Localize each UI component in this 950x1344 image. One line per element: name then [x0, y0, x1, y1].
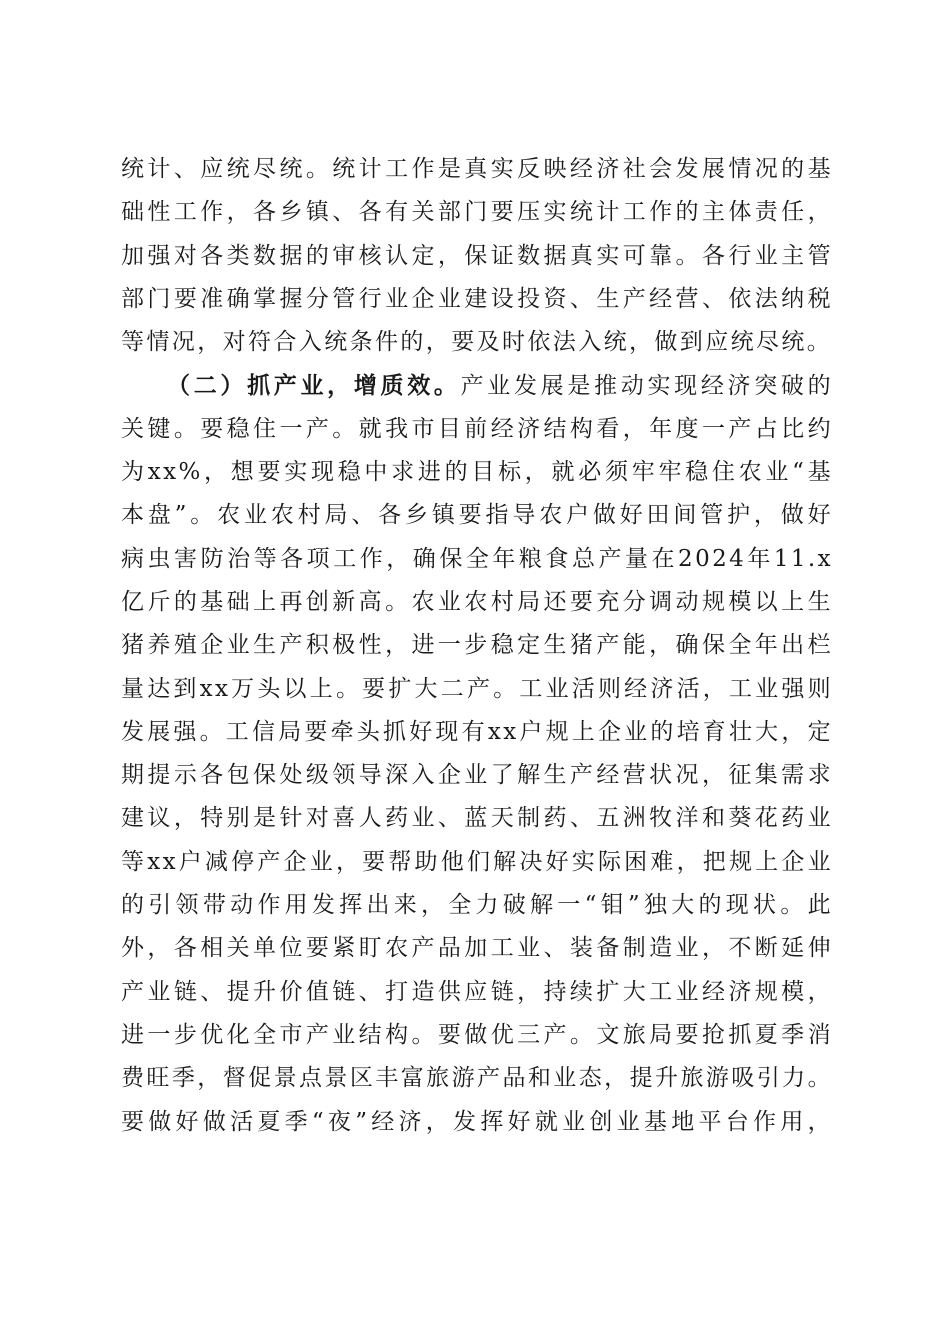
section-heading-line [121, 364, 833, 407]
text-line: 的引领带动作用发挥出来，全力破解一“钼”独大的现状。此 [121, 892, 833, 919]
text-line: 猪养殖企业生产积极性，进一步稳定生猪产能，确保全年出栏 [121, 632, 833, 659]
text-line: 本盘”。农业农村局、各乡镇要指导农户做好田间管护，做好 [121, 502, 833, 529]
text-line: 病虫害防治等各项工作，确保全年粮食总产量在2024年11.x [121, 545, 833, 572]
text-line: 等情况，对符合入统条件的，要及时依法入统，做到应统尽统。 [121, 329, 833, 356]
text-line: 发展强。工信局要牵头抓好现有xx户规上企业的培育壮大，定 [121, 718, 833, 745]
text-line: 础性工作，各乡镇、各有关部门要压实统计工作的主体责任， [121, 199, 833, 226]
text-line: 进一步优化全市产业结构。要做优三产。文旅局要抢抓夏季消 [121, 1021, 833, 1048]
text-line: 统计、应统尽统。统计工作是真实反映经济社会发展情况的基 [121, 156, 833, 182]
text-line: 建议，特别是针对喜人药业、蓝天制药、五洲牧洋和葵花药业 [121, 805, 833, 832]
text-line: 要做好做活夏季“夜”经济，发挥好就业创业基地平台作用， [121, 1108, 833, 1135]
body-text [121, 148, 833, 1144]
text-line: 加强对各类数据的审核认定，保证数据真实可靠。各行业主管 [121, 242, 833, 269]
text-line: 亿斤的基础上再创新高。农业农村局还要充分调动规模以上生 [121, 588, 833, 615]
text-line: 费旺季，督促景点景区丰富旅游产品和业态，提升旅游吸引力。 [121, 1065, 833, 1092]
text-line: 产业链、提升价值链、打造供应链，持续扩大工业经济规模， [121, 978, 833, 1005]
section-heading: （二）抓产业，增质效。 [167, 372, 461, 400]
text-line: 部门要准确掌握分管行业企业建设投资、生产经营、依法纳税 [121, 285, 833, 312]
text-line: 关键。要稳住一产。就我市目前经济结构看，年度一产占比约 [121, 415, 833, 442]
text-line: 等xx户减停产企业，要帮助他们解决好实际困难，把规上企业 [121, 848, 833, 875]
text-line: 外，各相关单位要紧盯农产品加工业、装备制造业，不断延伸 [121, 935, 833, 962]
text-line: 期提示各包保处级领导深入企业了解生产经营状况，征集需求 [121, 762, 833, 789]
text-line: 量达到xx万头以上。要扩大二产。工业活则经济活，工业强则 [121, 675, 833, 702]
section-heading-text: 产业发展是推动实现经济突破的 [460, 373, 833, 400]
text-line: 为xx%，想要实现稳中求进的目标，就必须牢牢稳住农业“基 [121, 459, 833, 486]
